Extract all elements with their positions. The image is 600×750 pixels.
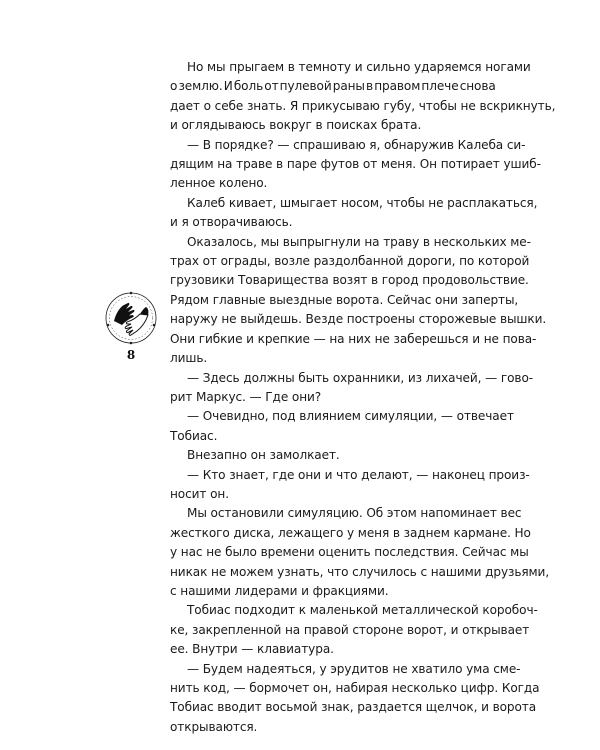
text-line: ке, закрепленной на правой стороне ворот, и открывает [170, 622, 530, 637]
text-line: Они гибкие и крепкие — на них не заберешься и не пова- [170, 331, 537, 346]
text-line: дает о себе знать. Я прикусываю губу, чтобы не вскрикнуть, [170, 98, 556, 113]
text-line: дящим на траве в паре футов от меня. Он потирает ушиб- [170, 157, 541, 172]
text-line: Калеб кивает, шмыгает носом, чтобы не расплакаться, [187, 195, 538, 210]
paragraph [170, 136, 541, 194]
text-line: жесткого диска, лежащего у меня в заднем кармане. Но [170, 525, 531, 540]
text-line: наружу не выйдешь. Везде построены сторожевые вышки. [170, 312, 547, 327]
text-line: Оказалось, мы выпрыгнули на траву в нескольких ме- [187, 234, 531, 249]
text-line: — Будем надеяться, у эрудитов не хватило ума сме- [187, 661, 521, 676]
page-number: 8 [126, 348, 136, 362]
text-line: трах от ограды, возле раздолбанной дороги, по которой [170, 254, 530, 269]
text-line: с нашими лидерами и фракциями. [170, 583, 389, 598]
text-line: Тобиас вводит восьмой знак, раздается щелчок, и ворота [170, 700, 537, 715]
body-text [170, 58, 556, 737]
paragraph [170, 58, 556, 136]
text-line: и оглядываюсь вокруг в поисках брата. [170, 118, 422, 133]
text-line: ее. Внутри — клавиатура. [170, 642, 334, 657]
text-line: — В порядке? — спрашиваю я, обнаружив Калеба си- [187, 137, 526, 152]
paragraph [170, 194, 538, 233]
text-line: — Очевидно, под влиянием симуляции, — отвечает [187, 409, 514, 424]
text-line: о землю. И боль от пулевой раны в правом плече снова [170, 79, 496, 94]
paragraph [170, 660, 540, 738]
paragraph [170, 466, 530, 505]
paragraph [170, 446, 496, 465]
text-line: никак не можем узнать, что случилось с нашими друзьями, [170, 564, 550, 579]
hands-in-circle-icon [104, 291, 158, 345]
text-line: грузовики Товарищества возят в город продовольствие. [170, 273, 529, 288]
text-line: Но мы прыгаем в темноту и сильно ударяемся ногами [187, 60, 531, 74]
paragraph [170, 407, 514, 446]
text-line: — Здесь должны быть охранники, из лихачей, — гово- [187, 370, 534, 385]
text-line: — Кто знает, где они и что делают, — наконец произ- [187, 467, 530, 482]
text-line: лишь. [170, 351, 208, 366]
paragraph [170, 369, 534, 408]
paragraph [170, 601, 538, 659]
text-line: и я отворачиваюсь. [170, 215, 293, 230]
text-line: открываются. [170, 719, 258, 734]
text-line: Тобиас подходит к маленькой металлической коробоч- [187, 603, 538, 618]
text-line: рит Маркус. — Где они? [170, 389, 322, 404]
text-line: ленное колено. [170, 176, 268, 191]
paragraph [170, 504, 550, 601]
text-line: Внезапно он замолкает. [187, 448, 340, 463]
text-line: у нас не было времени оценить последствия. Сейчас мы [170, 545, 529, 560]
text-line: Рядом главные выездные ворота. Сейчас они заперты, [170, 292, 519, 307]
paragraph [170, 233, 547, 369]
text-line: носит он. [170, 486, 229, 501]
text-line: Мы остановили симуляцию. Об этом напоминает вес [187, 506, 522, 521]
text-line: нить код, — бормочет он, набирая несколько цифр. Когда [170, 681, 540, 695]
text-line: Тобиас. [170, 428, 218, 443]
